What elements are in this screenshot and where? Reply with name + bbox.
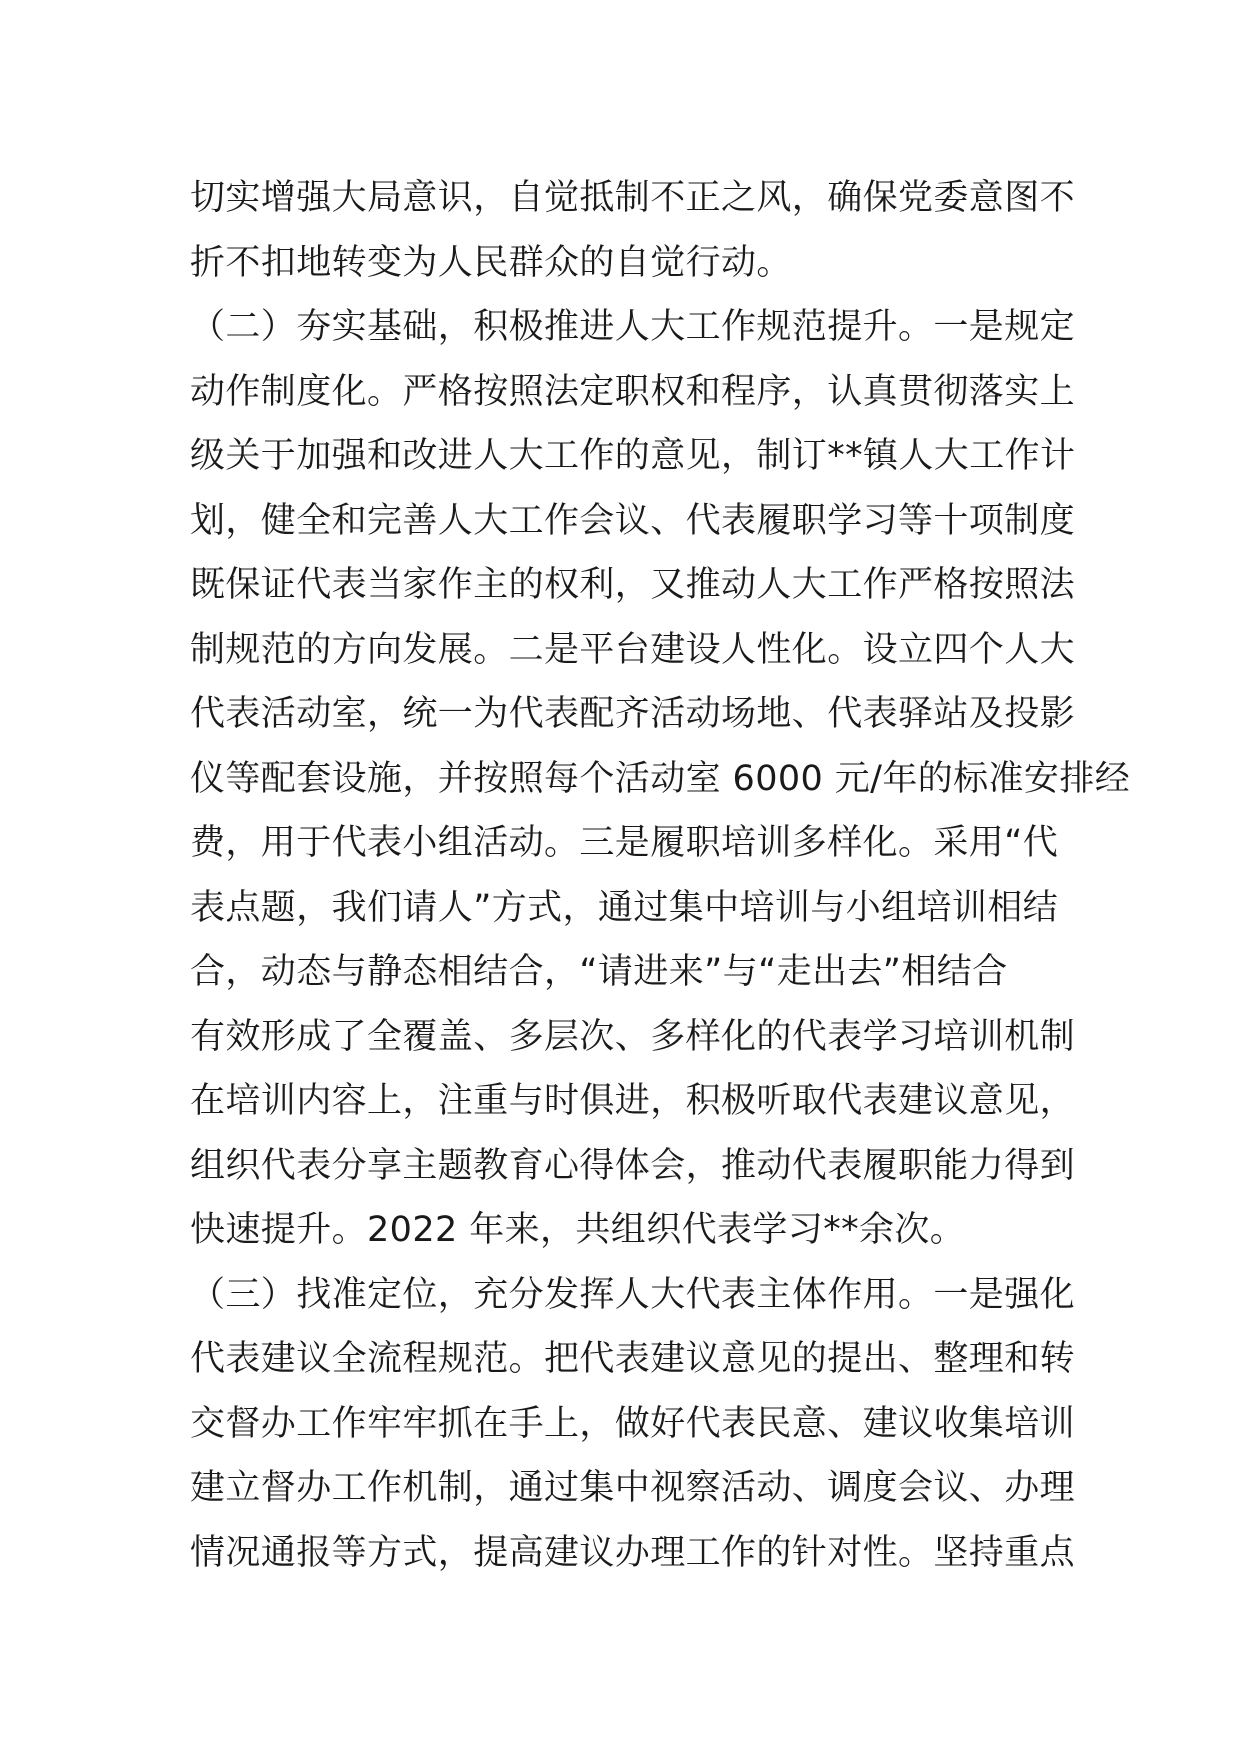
- text-line: 交督办工作牢牢抓在手上，做好代表民意、建议收集培训: [190, 1403, 1076, 1444]
- text-line: 有效形成了全覆盖、多层次、多样化的代表学习培训机制: [190, 1016, 1076, 1057]
- text-line: 代表建议全流程规范。把代表建议意见的提出、整理和转: [190, 1339, 1076, 1379]
- text-line: 表点题，我们请人”方式，通过集中培训与小组培训相结: [190, 887, 1059, 928]
- text-line: 既保证代表当家作主的权利，又推动人大工作严格按照法: [190, 565, 1076, 605]
- text-line: 仪等配套设施，并按照每个活动室 6000 元/年的标准安排经: [190, 758, 1131, 799]
- text-line: 合，动态与静态相结合，“请进来”与“走出去”相结合: [190, 952, 1008, 992]
- body-text: [190, 166, 1131, 1585]
- text-line: 切实增强大局意识，自觉抵制不正之风，确保党委意图不: [190, 178, 1076, 218]
- text-line: 情况通报等方式，提高建议办理工作的针对性。坚持重点: [190, 1532, 1076, 1573]
- text-line: 快速提升。2022 年来，共组织代表学习**余次。: [190, 1210, 966, 1250]
- text-line: 建立督办工作机制，通过集中视察活动、调度会议、办理: [190, 1468, 1076, 1508]
- text-line: 制规范的方向发展。二是平台建设人性化。设立四个人大: [190, 629, 1076, 670]
- text-line: 折不扣地转变为人民群众的自觉行动。: [190, 242, 792, 283]
- text-line: 划，健全和完善人大工作会议、代表履职学习等十项制度: [190, 500, 1076, 541]
- text-line: 费，用于代表小组活动。三是履职培训多样化。采用“代: [190, 823, 1059, 863]
- section-heading-line: （三）找准定位，充分发挥人大代表主体作用。一是强化: [190, 1274, 1076, 1315]
- text-line: 在培训内容上，注重与时俱进，积极听取代表建议意见，: [190, 1081, 1076, 1121]
- section-heading-line: （二）夯实基础，积极推进人大工作规范提升。一是规定: [190, 307, 1076, 347]
- text-line: 代表活动室，统一为代表配齐活动场地、代表驿站及投影: [190, 694, 1076, 734]
- text-line: 级关于加强和改进人大工作的意见，制订**镇人大工作计: [190, 436, 1076, 476]
- text-line: 组织代表分享主题教育心得体会，推动代表履职能力得到: [190, 1145, 1076, 1186]
- text-line: 动作制度化。严格按照法定职权和程序，认真贯彻落实上: [190, 371, 1076, 412]
